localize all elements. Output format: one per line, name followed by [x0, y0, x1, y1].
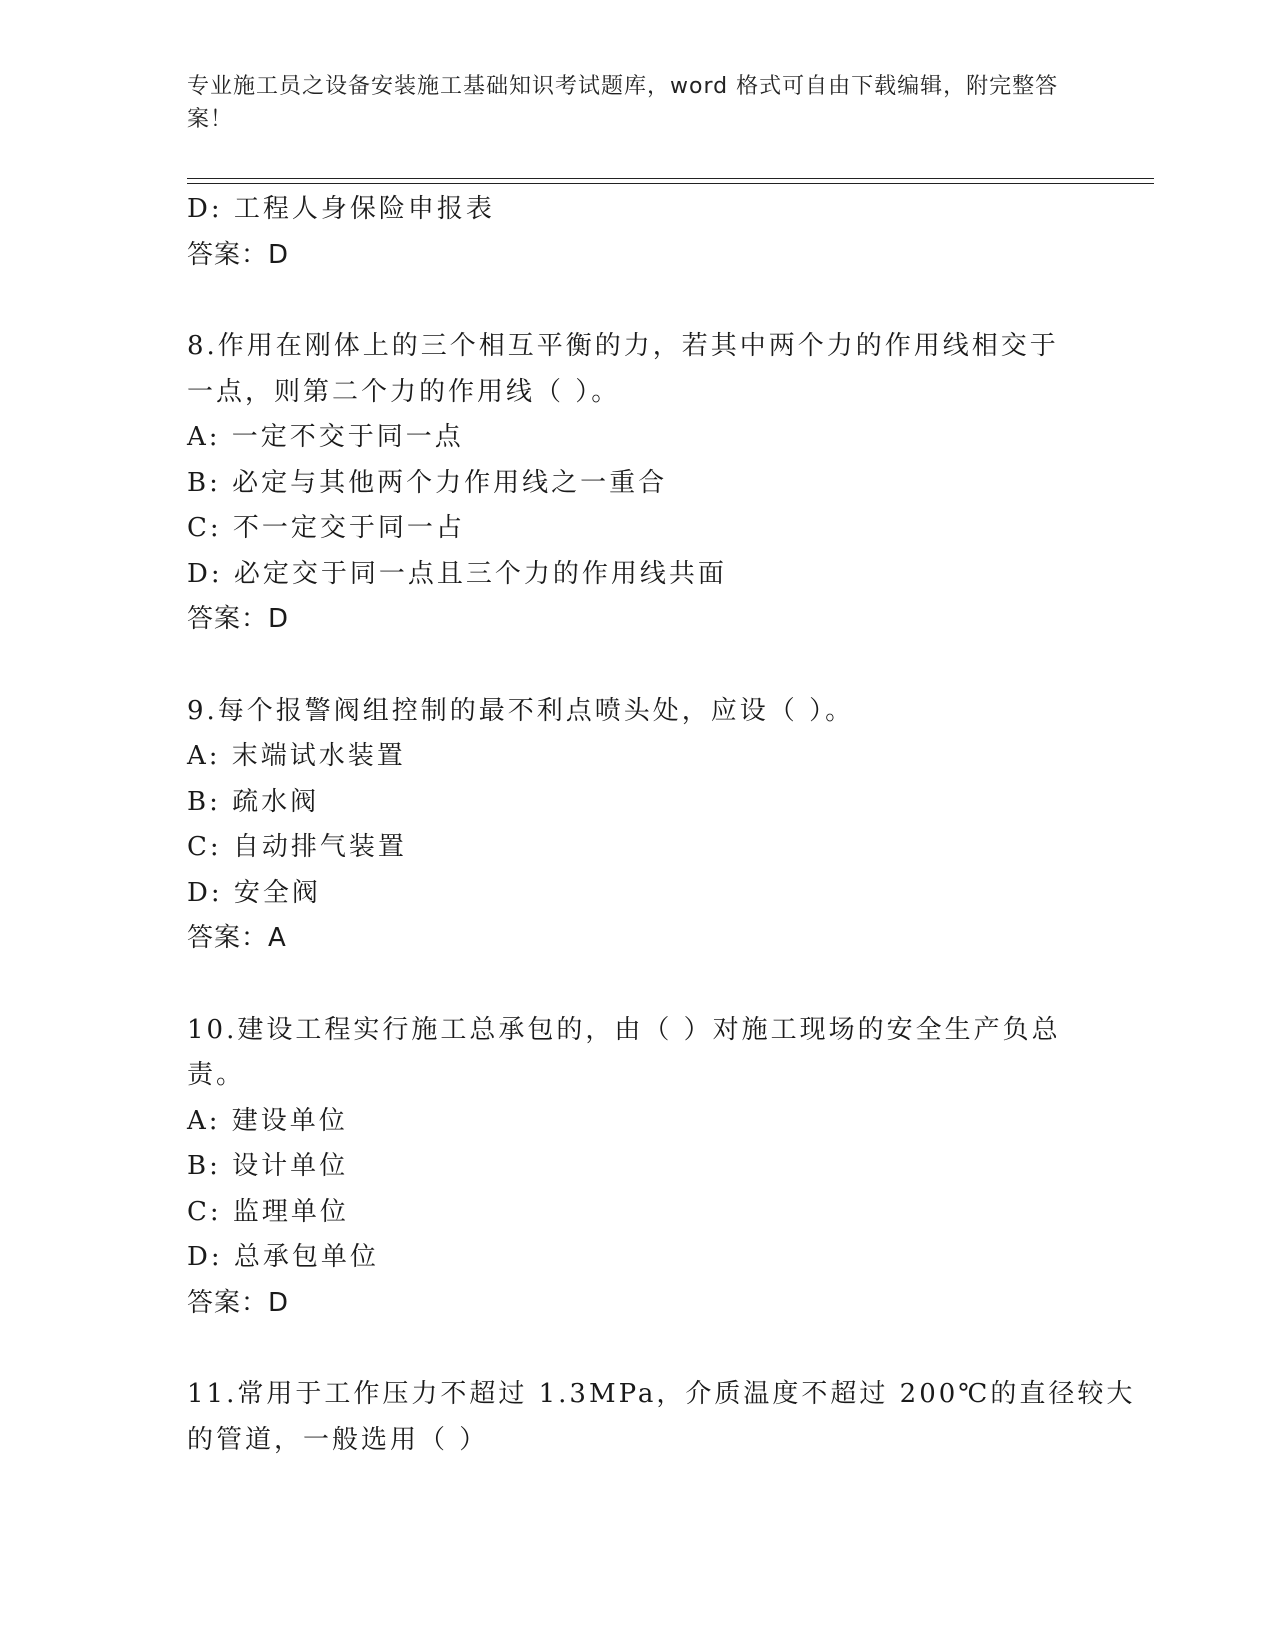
question-stem: 10.建设工程实行施工总承包的，由（ ）对施工现场的安全生产负总: [187, 1014, 1061, 1045]
answer: 答案：D: [187, 1287, 290, 1318]
prev-answer: 答案：D: [187, 239, 290, 270]
option-a: A: 建设单位: [187, 1105, 348, 1136]
answer: 答案：D: [187, 604, 290, 634]
question-10: [187, 1008, 1087, 1327]
question-content: [187, 187, 1136, 1463]
prev-option-d: D: 工程人身保险申报表: [187, 194, 495, 224]
question-stem: 的管道，一般选用（ ）: [187, 1424, 489, 1455]
question-stem: 9.每个报警阀组控制的最不利点喷头处，应设（ ）。: [187, 695, 855, 726]
option-b: B: 设计单位: [187, 1151, 349, 1181]
question-9: [187, 689, 1087, 962]
question-11: [187, 1372, 1136, 1463]
option-c: C: 自动排气装置: [187, 832, 407, 862]
option-d: D: 必定交于同一点且三个力的作用线共面: [187, 558, 727, 589]
question-8: [187, 324, 1087, 643]
option-a: A: 一定不交于同一点: [187, 422, 464, 452]
answer: 答案：A: [187, 923, 287, 953]
option-a: A: 末端试水装置: [187, 741, 406, 771]
option-d: D: 安全阀: [187, 877, 321, 908]
question-stem: 责。: [187, 1060, 246, 1090]
option-c: C: 监理单位: [187, 1196, 349, 1227]
document-header: 专业施工员之设备安装施工基础知识考试题库，word 格式可自由下载编辑，附完整答案！: [187, 74, 1059, 132]
question-stem: 8.作用在刚体上的三个相互平衡的力，若其中两个力的作用线相交于: [187, 331, 1059, 361]
option-b: B: 必定与其他两个力作用线之一重合: [187, 467, 668, 498]
question-stem: 一点，则第二个力的作用线（ ）。: [187, 376, 621, 407]
question-stem: 11.常用于工作压力不超过 1.3MPa，介质温度不超过 200℃的直径较大: [187, 1379, 1136, 1409]
header-rule-top: [187, 178, 1154, 179]
option-b: B: 疏水阀: [187, 786, 320, 817]
option-d: D: 总承包单位: [187, 1242, 379, 1272]
option-c: C: 不一定交于同一占: [187, 513, 465, 543]
header-rule-bottom: [187, 183, 1154, 184]
